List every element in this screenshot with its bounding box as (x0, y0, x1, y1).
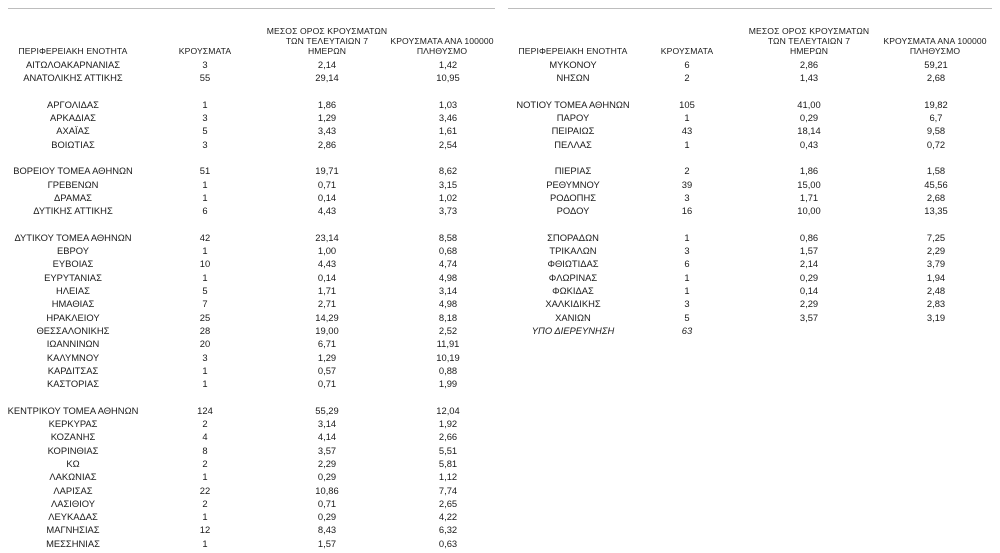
cases-cell: 39 (681, 178, 693, 190)
cases-cell: 43 (681, 125, 693, 137)
table-row (0, 191, 500, 204)
avg7-cell: 1,86 (799, 165, 819, 177)
cases-cell: 42 (199, 231, 211, 243)
header-avg7: ΜΕΣΟΣ ΟΡΟΣ ΚΡΟΥΣΜΑΤΩΝ ΤΩΝ ΤΕΛΕΥΤΑΙΩΝ 7 ΗΜΕΡΩΝ (266, 26, 388, 56)
cases-cell: 1 (684, 138, 690, 150)
cases-cell: 2 (684, 72, 690, 84)
cases-cell: 6 (684, 59, 690, 70)
avg7-cell: 1,57 (799, 245, 819, 257)
table-row (500, 178, 1000, 191)
region-cell: ΚΟΡΙΝΘΙΑΣ (47, 444, 99, 456)
table-row (0, 58, 500, 71)
cases-cell: 3 (684, 245, 690, 257)
region-cell: ΦΩΚΙΔΑΣ (552, 285, 594, 297)
table-row (0, 497, 500, 510)
per100k-cell: 1,03 (438, 98, 458, 110)
per100k-cell: 1,02 (438, 191, 458, 203)
per100k-cell: 3,73 (438, 205, 458, 217)
per100k-cell: 4,74 (438, 258, 458, 270)
avg7-cell: 4,14 (317, 431, 337, 443)
region-cell: ΔΥΤΙΚΗΣ ΑΤΤΙΚΗΣ (33, 205, 113, 217)
avg7-cell: 3,14 (317, 418, 337, 430)
avg7-cell: 1,00 (317, 245, 337, 257)
avg7-cell: 0,71 (317, 178, 337, 190)
cases-cell: 105 (679, 98, 695, 110)
region-cell: ΑΝΑΤΟΛΙΚΗΣ ΑΤΤΙΚΗΣ (23, 72, 123, 84)
table-row (0, 404, 500, 417)
table-row (0, 284, 500, 297)
region-cell: ΜΑΓΝΗΣΙΑΣ (46, 524, 100, 536)
cases-cell: 2 (202, 497, 208, 509)
cases-cell: 124 (197, 404, 213, 416)
table-row (500, 271, 1000, 284)
region-cell: ΠΕΛΛΑΣ (554, 138, 592, 150)
region-cell: ΧΑΛΚΙΔΙΚΗΣ (545, 298, 601, 310)
avg7-cell: 10,86 (315, 484, 339, 496)
avg7-cell: 2,86 (799, 59, 819, 70)
per100k-cell: 3,79 (926, 258, 946, 270)
per100k-cell: 2,68 (926, 191, 946, 203)
avg7-cell: 29,14 (315, 72, 339, 84)
cases-cell: 12 (199, 524, 211, 536)
table-row (500, 297, 1000, 310)
per100k-cell: 3,15 (438, 178, 458, 190)
region-cell: ΡΟΔΟΠΗΣ (549, 191, 597, 203)
per100k-cell: 10,19 (436, 351, 460, 363)
region-cell: ΑΡΓΟΛΙΔΑΣ (47, 98, 99, 110)
avg7-cell: 15,00 (797, 178, 821, 190)
region-cell: ΦΘΙΩΤΙΔΑΣ (547, 258, 599, 270)
cases-cell: 1 (202, 98, 208, 110)
avg7-cell: 55,29 (315, 404, 339, 416)
region-cell: ΑΧΑΪΑΣ (56, 125, 90, 137)
cases-cell: 3 (202, 351, 208, 363)
table-row (0, 164, 500, 177)
avg7-cell: 3,57 (317, 444, 337, 456)
cases-cell: 1 (202, 178, 208, 190)
cases-cell: 6 (202, 205, 208, 217)
avg7-cell: 0,14 (317, 271, 337, 283)
table-row (500, 244, 1000, 257)
right-table (500, 0, 1000, 553)
region-cell: ΤΡΙΚΑΛΩΝ (549, 245, 597, 257)
region-cell: ΦΛΩΡΙΝΑΣ (548, 271, 598, 283)
table-row (500, 204, 1000, 217)
cases-cell: 3 (202, 112, 208, 124)
table-row (500, 324, 1000, 337)
avg7-cell: 2,29 (799, 298, 819, 310)
table-row (0, 470, 500, 483)
region-cell: ΑΙΤΩΛΟΑΚΑΡΝΑΝΙΑΣ (25, 59, 121, 70)
avg7-cell: 2,14 (317, 59, 337, 70)
region-cell: ΥΠΟ ΔΙΕΡΕΥΝΗΣΗ (531, 324, 615, 336)
per100k-cell: 1,58 (926, 165, 946, 177)
region-cell: ΛΑΚΩΝΙΑΣ (49, 471, 97, 483)
per100k-cell: 4,98 (438, 271, 458, 283)
region-cell: ΔΡΑΜΑΣ (54, 191, 92, 203)
region-cell: ΡΕΘΥΜΝΟΥ (546, 178, 600, 190)
per100k-cell: 2,48 (926, 285, 946, 297)
region-cell: ΠΑΡΟΥ (556, 112, 590, 124)
cases-cell: 1 (202, 271, 208, 283)
avg7-cell: 1,43 (799, 72, 819, 84)
cases-cell: 5 (684, 311, 690, 323)
region-cell: ΚΕΡΚΥΡΑΣ (48, 418, 98, 430)
avg7-cell: 0,14 (317, 191, 337, 203)
table-row (500, 284, 1000, 297)
per100k-cell: 6,32 (438, 524, 458, 536)
avg7-cell: 3,57 (799, 311, 819, 323)
per100k-cell: 8,18 (438, 311, 458, 323)
cases-cell: 5 (202, 125, 208, 137)
per100k-cell: 12,04 (436, 404, 460, 416)
table-row (0, 98, 500, 111)
cases-cell: 10 (199, 258, 211, 270)
table-row (0, 178, 500, 191)
cases-cell: 1 (202, 245, 208, 257)
cases-cell: 16 (681, 205, 693, 217)
table-row (0, 297, 500, 310)
region-cell: ΘΕΣΣΑΛΟΝΙΚΗΣ (36, 324, 110, 336)
avg7-cell: 0,86 (799, 231, 819, 243)
cases-cell: 1 (684, 231, 690, 243)
table-row (0, 204, 500, 217)
per100k-cell: 5,51 (438, 444, 458, 456)
avg7-cell: 8,43 (317, 524, 337, 536)
table-row (0, 537, 500, 550)
table-row (0, 138, 500, 151)
table-row (0, 484, 500, 497)
avg7-cell: 4,43 (317, 205, 337, 217)
per100k-cell: 2,83 (926, 298, 946, 310)
cases-cell: 1 (684, 271, 690, 283)
table-row (0, 417, 500, 430)
avg7-cell: 41,00 (797, 98, 821, 110)
region-cell: ΕΥΡΥΤΑΝΙΑΣ (44, 271, 102, 283)
header-region: ΠΕΡΙΦΕΡΕΙΑΚΗ ΕΝΟΤΗΤΑ (518, 46, 628, 56)
table-row (0, 377, 500, 390)
table-row (0, 523, 500, 536)
table-row (500, 191, 1000, 204)
table-row (0, 71, 500, 84)
per100k-cell: 3,46 (438, 112, 458, 124)
table-row (0, 510, 500, 523)
per100k-cell: 0,88 (438, 364, 458, 376)
avg7-cell: 1,71 (317, 285, 337, 297)
cases-cell: 2 (684, 165, 690, 177)
header-per100k: ΚΡΟΥΣΜΑΤΑ ΑΝΑ 100000 ΠΛΗΘΥΣΜΟ (883, 36, 987, 56)
avg7-cell: 2,86 (317, 138, 337, 150)
region-cell: ΡΟΔΟΥ (556, 205, 590, 217)
cases-cell: 1 (202, 537, 208, 549)
table-row (500, 124, 1000, 137)
right-table-header (500, 0, 1000, 56)
per100k-cell: 59,21 (924, 59, 948, 70)
cases-cell: 7 (202, 298, 208, 310)
avg7-cell: 1,71 (799, 191, 819, 203)
per100k-cell: 1,94 (926, 271, 946, 283)
per100k-cell: 0,72 (926, 138, 946, 150)
table-row (500, 138, 1000, 151)
region-cell: ΕΥΒΟΙΑΣ (52, 258, 94, 270)
region-cell: ΚΕΝΤΡΙΚΟΥ ΤΟΜΕΑ ΑΘΗΝΩΝ (7, 404, 139, 416)
region-cell: ΔΥΤΙΚΟΥ ΤΟΜΕΑ ΑΘΗΝΩΝ (14, 231, 132, 243)
per100k-cell: 7,74 (438, 484, 458, 496)
header-per100k: ΚΡΟΥΣΜΑΤΑ ΑΝΑ 100000 ΠΛΗΘΥΣΜΟ (390, 36, 494, 56)
region-cell: ΠΙΕΡΙΑΣ (554, 165, 592, 177)
per100k-cell: 10,95 (436, 72, 460, 84)
region-cell: ΚΩ (66, 457, 80, 469)
avg7-cell: 19,00 (315, 324, 339, 336)
avg7-cell: 4,43 (317, 258, 337, 270)
cases-cell: 1 (684, 112, 690, 124)
per100k-cell: 8,62 (438, 165, 458, 177)
cases-cell: 25 (199, 311, 211, 323)
region-cell: ΓΡΕΒΕΝΩΝ (47, 178, 99, 190)
per100k-cell: 3,14 (438, 285, 458, 297)
cases-cell: 8 (202, 444, 208, 456)
region-cell: ΛΕΥΚΑΔΑΣ (48, 511, 98, 523)
table-row (500, 111, 1000, 124)
avg7-cell: 1,57 (317, 537, 337, 549)
table-row (0, 124, 500, 137)
cases-cell: 20 (199, 338, 211, 350)
region-cell: ΒΟΙΩΤΙΑΣ (51, 138, 95, 150)
left-table-header (0, 0, 500, 56)
region-cell: ΝΟΤΙΟΥ ΤΟΜΕΑ ΑΘΗΝΩΝ (516, 98, 630, 110)
per100k-cell: 1,61 (438, 125, 458, 137)
table-row (0, 271, 500, 284)
table-row (500, 58, 1000, 71)
per100k-cell: 45,56 (924, 178, 948, 190)
avg7-cell: 23,14 (315, 231, 339, 243)
table-row (500, 71, 1000, 84)
region-cell: ΧΑΝΙΩΝ (555, 311, 591, 323)
per100k-cell: 13,35 (924, 205, 948, 217)
cases-cell: 1 (202, 191, 208, 203)
cases-cell: 1 (202, 378, 208, 390)
per100k-cell: 0,68 (438, 245, 458, 257)
per100k-cell: 3,19 (926, 311, 946, 323)
per100k-cell: 1,12 (438, 471, 458, 483)
avg7-cell: 6,71 (317, 338, 337, 350)
region-cell: ΚΟΖΑΝΗΣ (50, 431, 96, 443)
per100k-cell: 9,58 (926, 125, 946, 137)
per100k-cell: 6,7 (929, 112, 943, 124)
per100k-cell: 7,25 (926, 231, 946, 243)
header-cases: ΚΡΟΥΣΜΑΤΑ (178, 46, 232, 56)
cases-cell: 28 (199, 324, 211, 336)
table-row (500, 164, 1000, 177)
cases-cell: 2 (202, 418, 208, 430)
avg7-cell: 2,71 (317, 298, 337, 310)
region-cell: ΣΠΟΡΑΔΩΝ (547, 231, 599, 243)
avg7-cell: 0,29 (317, 511, 337, 523)
table-row (500, 231, 1000, 244)
per100k-cell: 2,66 (438, 431, 458, 443)
cases-cell: 1 (202, 471, 208, 483)
region-cell: ΚΑΛΥΜΝΟΥ (46, 351, 100, 363)
cases-cell: 6 (684, 258, 690, 270)
avg7-cell: 0,71 (317, 497, 337, 509)
avg7-cell: 3,43 (317, 125, 337, 137)
cases-cell: 3 (202, 59, 208, 70)
per100k-cell: 2,68 (926, 72, 946, 84)
per100k-cell: 1,99 (438, 378, 458, 390)
table-row (0, 311, 500, 324)
region-cell: ΗΜΑΘΙΑΣ (51, 298, 95, 310)
table-row (0, 430, 500, 443)
region-cell: ΒΟΡΕΙΟΥ ΤΟΜΕΑ ΑΘΗΝΩΝ (13, 165, 133, 177)
cases-cell: 55 (199, 72, 211, 84)
avg7-cell: 0,29 (317, 471, 337, 483)
table-row (0, 111, 500, 124)
avg7-cell: 19,71 (315, 165, 339, 177)
cases-cell: 22 (199, 484, 211, 496)
avg7-cell: 0,43 (799, 138, 819, 150)
avg7-cell: 2,29 (317, 457, 337, 469)
avg7-cell: 0,14 (799, 285, 819, 297)
region-cell: ΗΡΑΚΛΕΙΟΥ (46, 311, 100, 323)
region-cell: ΜΥΚΟΝΟΥ (549, 59, 597, 70)
avg7-cell: 2,14 (799, 258, 819, 270)
per100k-cell: 1,42 (438, 59, 458, 70)
table-row (0, 244, 500, 257)
avg7-cell: 0,29 (799, 271, 819, 283)
avg7-cell: 1,29 (317, 351, 337, 363)
per100k-cell: 2,29 (926, 245, 946, 257)
avg7-cell: 18,14 (797, 125, 821, 137)
cases-cell: 3 (684, 191, 690, 203)
region-cell: ΠΕΙΡΑΙΩΣ (551, 125, 595, 137)
region-cell: ΚΑΣΤΟΡΙΑΣ (46, 378, 100, 390)
right-table-body (500, 58, 1000, 337)
table-row (0, 257, 500, 270)
per100k-cell: 0,63 (438, 537, 458, 549)
avg7-cell: 1,86 (317, 98, 337, 110)
table-row (0, 231, 500, 244)
table-row (0, 364, 500, 377)
left-table-body (0, 58, 500, 550)
per100k-cell: 1,92 (438, 418, 458, 430)
per100k-cell: 4,98 (438, 298, 458, 310)
table-row (0, 444, 500, 457)
table-row (500, 98, 1000, 111)
avg7-cell: 0,71 (317, 378, 337, 390)
cases-cell: 5 (202, 285, 208, 297)
per100k-cell: 2,65 (438, 497, 458, 509)
region-cell: ΛΑΡΙΣΑΣ (53, 484, 93, 496)
cases-cell: 1 (202, 511, 208, 523)
avg7-cell: 1,29 (317, 112, 337, 124)
avg7-cell: 14,29 (315, 311, 339, 323)
header-cases: ΚΡΟΥΣΜΑΤΑ (660, 46, 714, 56)
region-cell: ΜΕΣΣΗΝΙΑΣ (46, 537, 100, 549)
header-avg7: ΜΕΣΟΣ ΟΡΟΣ ΚΡΟΥΣΜΑΤΩΝ ΤΩΝ ΤΕΛΕΥΤΑΙΩΝ 7 ΗΜΕΡΩΝ (748, 26, 870, 56)
table-row (0, 457, 500, 470)
cases-cell: 3 (202, 138, 208, 150)
cases-cell: 51 (199, 165, 211, 177)
table-row (0, 351, 500, 364)
cases-cell: 4 (202, 431, 208, 443)
per100k-cell: 2,52 (438, 324, 458, 336)
cases-cell: 1 (202, 364, 208, 376)
table-row (500, 257, 1000, 270)
per100k-cell: 5,81 (438, 457, 458, 469)
table-row (0, 337, 500, 350)
per100k-cell: 8,58 (438, 231, 458, 243)
per100k-cell: 19,82 (924, 98, 948, 110)
avg7-cell: 0,57 (317, 364, 337, 376)
region-cell: ΗΛΕΙΑΣ (56, 285, 90, 297)
region-cell: ΙΩΑΝΝΙΝΩΝ (46, 338, 100, 350)
table-row (500, 311, 1000, 324)
per100k-cell: 4,22 (438, 511, 458, 523)
per100k-cell: 11,91 (436, 338, 460, 350)
region-cell: ΑΡΚΑΔΙΑΣ (50, 112, 96, 124)
cases-cell: 2 (202, 457, 208, 469)
region-cell: ΚΑΡΔΙΤΣΑΣ (47, 364, 99, 376)
region-cell: ΕΒΡΟΥ (56, 245, 89, 257)
per100k-cell: 2,54 (438, 138, 458, 150)
table-row (0, 324, 500, 337)
avg7-cell: 10,00 (797, 205, 821, 217)
region-cell: ΛΑΣΙΘΙΟΥ (50, 497, 96, 509)
cases-cell: 3 (684, 298, 690, 310)
cases-cell: 1 (684, 285, 690, 297)
cases-cell: 63 (681, 324, 693, 336)
region-cell: ΝΗΣΩΝ (556, 72, 590, 84)
header-region: ΠΕΡΙΦΕΡΕΙΑΚΗ ΕΝΟΤΗΤΑ (18, 46, 128, 56)
avg7-cell: 0,29 (799, 112, 819, 124)
